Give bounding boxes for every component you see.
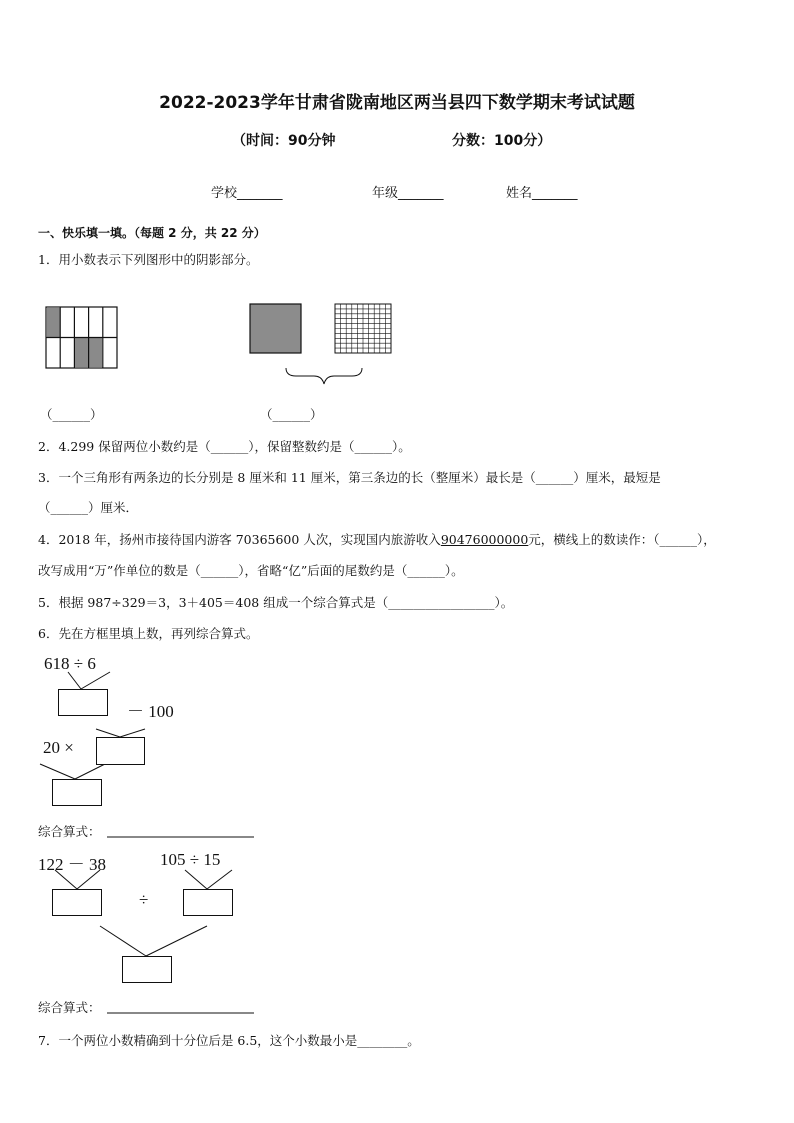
answer-box[interactable] (96, 737, 145, 765)
hundred-grid-figure (335, 304, 391, 353)
shaded-square (250, 304, 301, 353)
answer-box[interactable] (183, 889, 233, 916)
divide-sign: ÷ (139, 890, 149, 909)
shaded-cell (89, 338, 102, 367)
expr-618-div-6: 618 ÷ 6 (44, 654, 96, 673)
q4-text-b: 元，横线上的数读作：（______）， (528, 532, 716, 547)
q4-text-a: 4．2018 年，扬州市接待国内游客 70365600 人次，实现国内旅游收入 (38, 532, 441, 547)
grade-field[interactable]: 年级_______ (372, 186, 444, 201)
q1-blank-b[interactable]: （______） (260, 407, 323, 422)
expr-105-div-15: 105 ÷ 15 (160, 850, 221, 869)
question-3-line2: （______）厘米． (38, 500, 139, 515)
question-2: 2．4.299 保留两位小数约是（______），保留整数约是（______）。 (38, 439, 411, 454)
answer-box[interactable] (52, 779, 102, 806)
question-4-line2: 改写成用“万”作单位的数是（______），省略“亿”后面的尾数约是（______）。 (38, 563, 464, 578)
expr-20-times: 20 × (43, 738, 74, 757)
formula-label-a: 综合算式： (38, 824, 101, 839)
question-6: 6．先在方框里填上数，再列综合算式。 (38, 626, 259, 641)
question-3-line1: 3．一个三角形有两条边的长分别是 8 厘米和 11 厘米，第三条边的长（整厘米）最长是（______）厘米，最短是 (38, 470, 661, 485)
q4-underlined-number: 90476000000 (440, 532, 529, 547)
section-heading: 一、快乐填一填。（每题 2 分，共 22 分） (38, 226, 266, 240)
page-title: 2022-2023学年甘肃省陇南地区两当县四下数学期末考试试题 (159, 93, 635, 113)
brace (286, 368, 362, 384)
shaded-cell (47, 308, 60, 337)
school-field[interactable]: 学校_______ (211, 186, 283, 201)
question-1: 1．用小数表示下列图形中的阴影部分。 (38, 252, 259, 267)
answer-box[interactable] (122, 956, 172, 983)
expr-122-minus-38: 122 － 38 (38, 855, 106, 874)
question-5: 5．根据 987÷329＝3，3＋405＝408 组成一个综合算式是（_________________）。 (38, 595, 514, 610)
question-4-line1 (38, 530, 716, 548)
time-info: （时间：90分钟 (232, 133, 336, 149)
answer-box[interactable] (58, 689, 108, 716)
shaded-cell (75, 338, 88, 367)
q1-blank-a[interactable]: （______） (40, 407, 103, 422)
question-7: 7．一个两位小数精确到十分位后是 6.5，这个小数最小是________。 (38, 1033, 420, 1048)
name-field[interactable]: 姓名_______ (506, 186, 578, 201)
formula-label-b: 综合算式： (38, 1000, 101, 1015)
answer-box[interactable] (52, 889, 102, 916)
score-info: 分数：100分） (452, 133, 552, 149)
grid-figure-a (46, 307, 117, 368)
expr-minus-100: － 100 (127, 702, 174, 721)
